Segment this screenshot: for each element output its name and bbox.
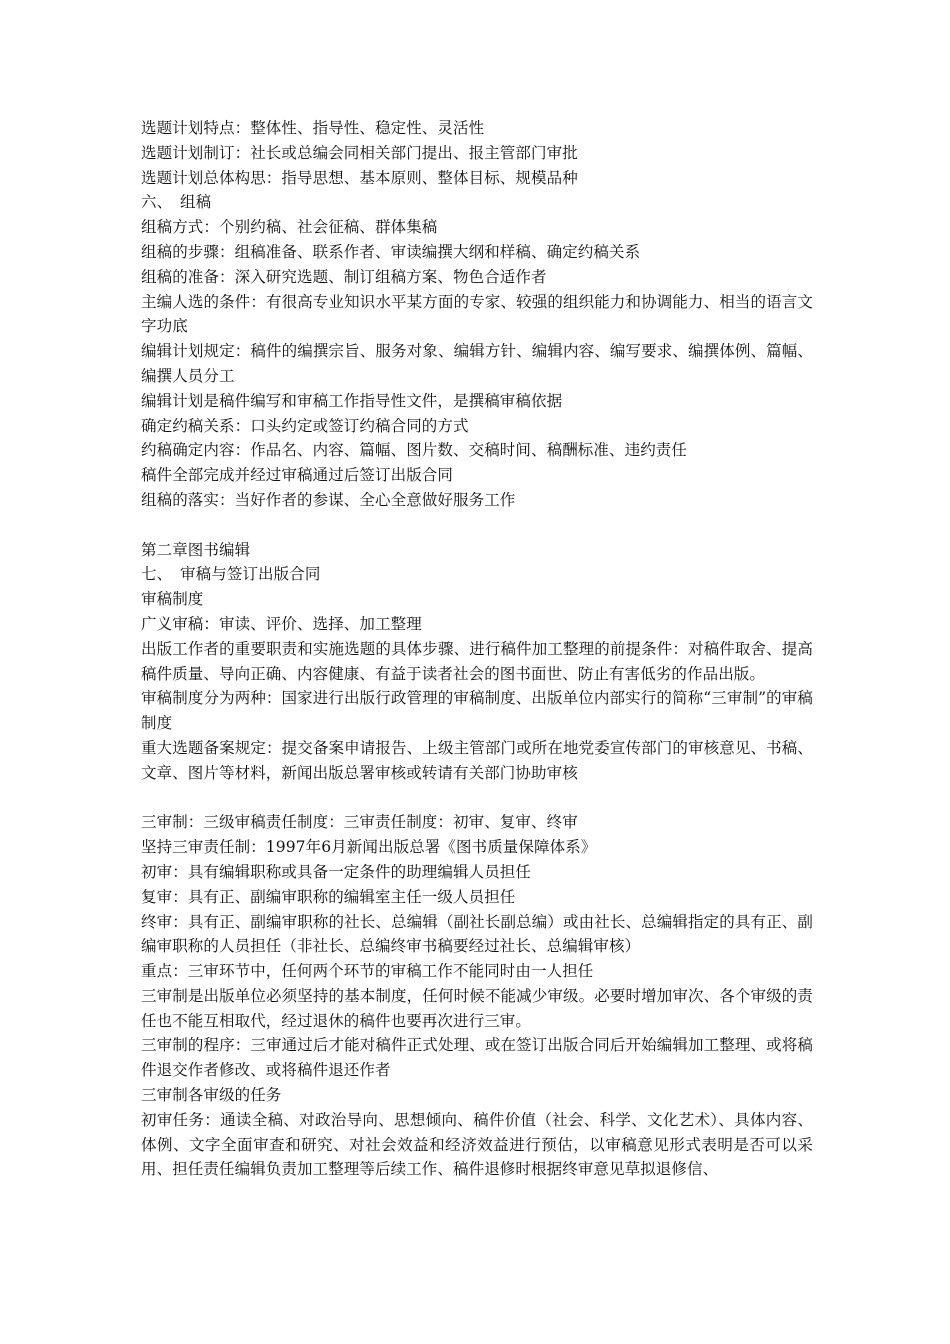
text-line: 三审制是出版单位必须坚持的基本制度，任何时候不能减少审级。必要时增加审次、各个审级的责任也不能互相取代，经过退休的稿件也要再次进行三审。 (141, 986, 813, 1030)
text-line: 重大选题备案规定：提交备案申请报告、上级主管部门或所在地党委宣传部门的审核意见、书稿、文章、图片等材料，新闻出版总署审核或转请有关部门协助审核 (141, 738, 813, 782)
text-line: 重点：三审环节中，任何两个环节的审稿工作不能同时由一人担任 (141, 962, 594, 981)
chapter-heading: 第二章图书编辑 (141, 540, 251, 559)
text-line: 确定约稿关系：口头约定或签订约稿合同的方式 (141, 416, 469, 435)
text-line: 广义审稿：审读、评价、选择、加工整理 (141, 614, 422, 633)
text-line: 编辑计划是稿件编写和审稿工作指导性文件，是撰稿审稿依据 (141, 391, 563, 410)
text-line: 初审：具有编辑职称或具备一定条件的助理编辑人员担任 (141, 862, 532, 881)
text-line: 终审：具有正、副编审职称的社长、总编辑（副社长副总编）或由社长、总编辑指定的具有正、副编审职称的人员担任（非社长、总编终审书稿要经过社长、总编辑审核） (141, 912, 813, 956)
text-line: 约稿确定内容：作品名、内容、篇幅、图片数、交稿时间、稿酬标准、违约责任 (141, 441, 688, 460)
text-line: 选题计划总体构思：指导思想、基本原则、整体目标、规模品种 (141, 168, 578, 187)
text-line: 三审制：三级审稿责任制度：三审责任制度：初审、复审、终审 (141, 813, 578, 832)
text-line: 审稿制度分为两种：国家进行出版行政管理的审稿制度、出版单位内部实行的简称“三审制”的审稿制度 (141, 689, 813, 733)
text-line: 组稿的落实：当好作者的参谋、全心全意做好服务工作 (141, 490, 516, 509)
text-line: 复审：具有正、副编审职称的编辑室主任一级人员担任 (141, 887, 516, 906)
section-heading: 六、 组稿 (141, 193, 212, 212)
text-line: 主编人选的条件：有很高专业知识水平某方面的专家、较强的组织能力和协调能力、相当的语言文字功底 (141, 292, 813, 336)
text-line: 出版工作者的重要职责和实施选题的具体步骤、进行稿件加工整理的前提条件：对稿件取舍、提高稿件质量、导向正确、内容健康、有益于读者社会的图书面世、防止有害低劣的作品出版。 (141, 639, 813, 683)
text-line: 三审制的程序：三审通过后才能对稿件正式处理、或在签订出版合同后开始编辑加工整理、或将稿件退交作者修改、或将稿件退还作者 (141, 1036, 813, 1080)
text-line: 选题计划制订：社长或总编会同相关部门提出、报主管部门审批 (141, 143, 578, 162)
text-line: 编辑计划规定：稿件的编撰宗旨、服务对象、编辑方针、编辑内容、编写要求、编撰体例、篇幅、编撰人员分工 (141, 342, 813, 385)
text-line: 组稿的准备：深入研究选题、制订组稿方案、物色合适作者 (141, 267, 547, 286)
text-line: 组稿的步骤：组稿准备、联系作者、审读编撰大纲和样稿、确定约稿关系 (141, 242, 641, 261)
blank-line (141, 786, 813, 811)
blank-line (141, 513, 813, 538)
text-line: 坚持三审责任制：1997年6月新闻出版总署《图书质量保障体系》 (141, 838, 597, 857)
text-line: 选题计划特点：整体性、指导性、稳定性、灵活性 (141, 119, 485, 137)
document-body (141, 116, 813, 1182)
subsection-heading: 三审制各审级的任务 (141, 1086, 282, 1105)
subsection-heading: 审稿制度 (141, 590, 204, 609)
text-line: 组稿方式：个别约稿、社会征稿、群体集稿 (141, 218, 438, 237)
text-line: 稿件全部完成并经过审稿通过后签订出版合同 (141, 466, 454, 485)
section-heading: 七、 审稿与签订出版合同 (141, 565, 321, 584)
text-line: 初审任务：通读全稿、对政治导向、思想倾向、稿件价值（社会、科学、文化艺术）、具体内容、体例、文字全面审查和研究、对社会效益和经济效益进行预估，以审稿意见形式表明是否可以采用、担任责任编辑负责加工整理等后续工作、稿件退修时根据终审意见草拟退修信、 (141, 1110, 813, 1179)
